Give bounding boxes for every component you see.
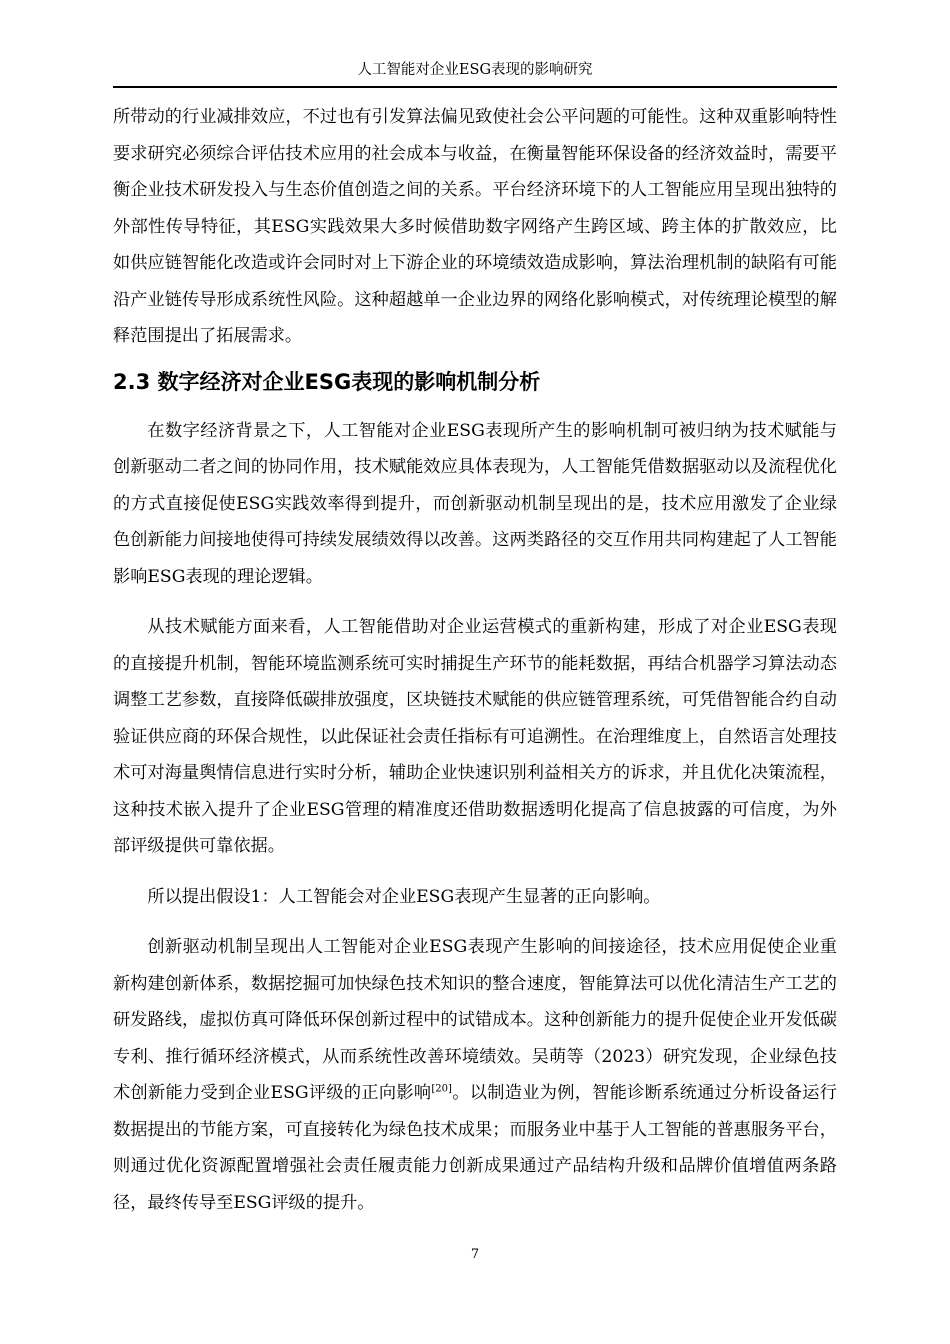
- paragraph-2: 在数字经济背景之下，人工智能对企业ESG表现所产生的影响机制可被归纳为技术赋能与创新驱动二者之间的协同作用，技术赋能效应具体表现为，人工智能凭借数据驱动以及流程优化的方式直接促使ESG实践效率得到提升，而创新驱动机制呈现出的是，技术应用激发了企业绿色创新能力间接地使得可持续发展绩效得以改善。这两类路径的交互作用共同构建起了人工智能影响ESG表现的理论逻辑。: [113, 420, 837, 587]
- paragraph-3: 从技术赋能方面来看，人工智能借助对企业运营模式的重新构建，形成了对企业ESG表现的直接提升机制，智能环境监测系统可实时捕捉生产环节的能耗数据，再结合机器学习算法动态调整工艺参数，直接降低碳排放强度，区块链技术赋能的供应链管理系统，可凭借智能合约自动验证供应商的环保合规性，以此保证社会责任指标有可追溯性。在治理维度上，自然语言处理技术可对海量舆情信息进行实时分析，辅助企业快速识别利益相关方的诉求，并且优化决策流程，这种技术嵌入提升了企业ESG管理的精准度还借助数据透明化提高了信息披露的可信度，为外部评级提供可靠依据。: [113, 617, 837, 856]
- citation-reference[interactable]: [20]: [431, 1083, 452, 1095]
- paragraph-5: [113, 929, 837, 1221]
- hypothesis-1: 所以提出假设1：人工智能会对企业ESG表现产生显著的正向影响。: [147, 886, 661, 907]
- page-number: 7: [470, 1247, 480, 1262]
- section-heading: 2.3 数字经济对企业ESG表现的影响机制分析: [113, 369, 541, 394]
- running-header: 人工智能对企业ESG表现的影响研究: [357, 62, 593, 78]
- header-rule: [113, 86, 837, 88]
- paragraph-5-text-a: 创新驱动机制呈现出人工智能对企业ESG表现产生影响的间接途径，技术应用促使企业重新构建创新体系，数据挖掘可加快绿色技术知识的整合速度，智能算法可以优化清洁生产工艺的研发路线，虚拟仿真可降低环保创新过程中的试错成本。这种创新能力的提升促使企业开发低碳专利、推行循环经济模式，从而系统性改善环境绩效。吴萌等（2023）研究发现，企业绿色技术创新能力受到企业ESG评级的正向影响: [113, 937, 837, 1103]
- paragraph-5-text-b: 。以制造业为例，智能诊断系统通过分析设备运行数据提出的节能方案，可直接转化为绿色技术成果；而服务业中基于人工智能的普惠服务平台，则通过优化资源配置增强社会责任履责能力创新成果通过产品结构升级和品牌价值增值两条路径，最终传导至ESG评级的提升。: [113, 1083, 837, 1213]
- page-body: [113, 99, 837, 1221]
- paragraph-1: 所带动的行业减排效应，不过也有引发算法偏见致使社会公平问题的可能性。这种双重影响特性要求研究必须综合评估技术应用的社会成本与收益，在衡量智能环保设备的经济效益时，需要平衡企业技术研发投入与生态价值创造之间的关系。平台经济环境下的人工智能应用呈现出独特的外部性传导特征，其ESG实践效果大多时候借助数字网络产生跨区域、跨主体的扩散效应，比如供应链智能化改造或许会同时对上下游企业的环境绩效造成影响，算法治理机制的缺陷有可能沿产业链传导形成系统性风险。这种超越单一企业边界的网络化影响模式，对传统理论模型的解释范围提出了拓展需求。: [113, 107, 837, 346]
